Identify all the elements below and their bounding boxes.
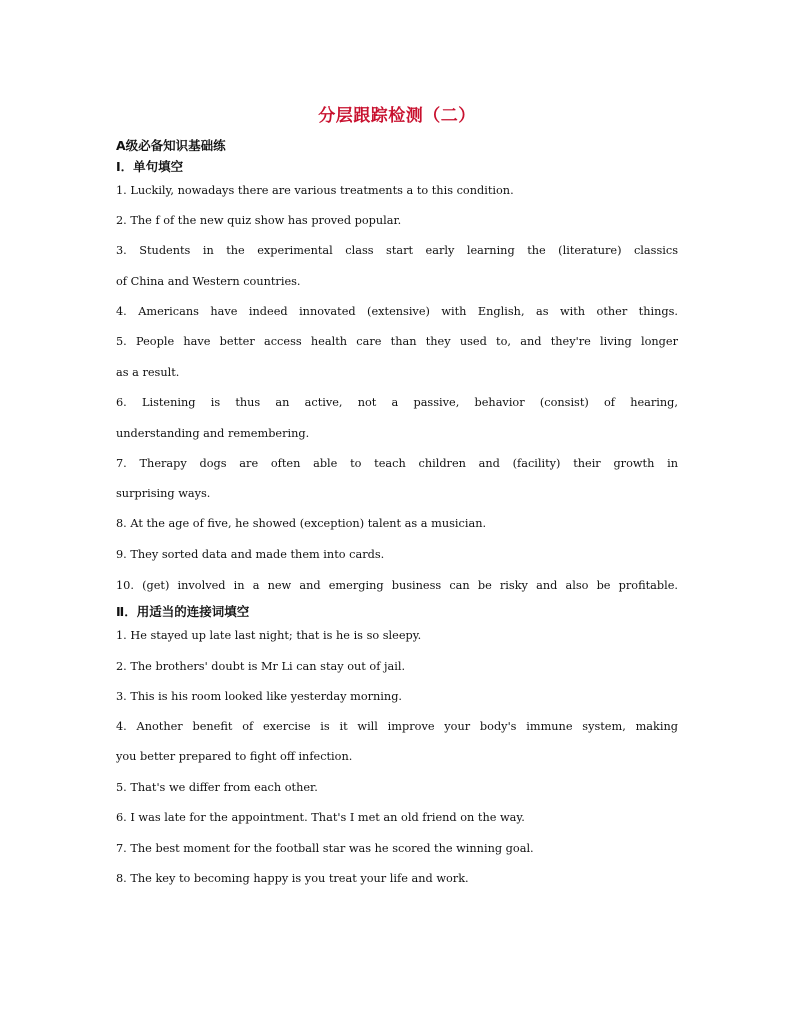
section-heading-conjunctions: Ⅱ．用适当的连接词填空	[116, 604, 250, 619]
exercise-line: of China and Western countries.	[116, 275, 301, 288]
exercise-line: as a result.	[116, 366, 180, 379]
exercise-line: 2. The f of the new quiz show has proved popular.	[116, 214, 402, 227]
exercise-line: 8. At the age of five, he showed (exception) talent as a musician.	[116, 517, 487, 530]
exercise-line: 10. (get) involved in a new and emerging business can be risky and also be profitable.	[116, 579, 678, 592]
exercise-line: 9. They sorted data and made them into cards.	[116, 548, 385, 561]
exercise-line: 3. This is his room looked like yesterday morning.	[116, 690, 403, 703]
exercise-line: 2. The brothers' doubt is Mr Li can stay out of jail.	[116, 660, 406, 673]
exercise-line: 4. Americans have indeed innovated (extensive) with English, as with other things.	[116, 305, 678, 318]
exercise-line: 1. Luckily, nowadays there are various treatments a to this condition.	[116, 184, 514, 197]
exercise-line: 6. I was late for the appointment. That's I met an old friend on the way.	[116, 811, 525, 824]
exercise-line: 5. People have better access health care than they used to, and they're living longer	[116, 335, 678, 348]
exercise-line: 6. Listening is thus an active, not a passive, behavior (consist) of hearing,	[116, 396, 678, 409]
page-title: 分层跟踪检测（二）	[318, 106, 476, 126]
section-heading-fill-in-blanks: Ⅰ．单句填空	[116, 159, 184, 174]
exercise-line: surprising ways.	[116, 487, 211, 500]
exercise-line: 7. The best moment for the football star was he scored the winning goal.	[116, 842, 534, 855]
level-heading: A级必备知识基础练	[116, 138, 226, 153]
exercise-line: you better prepared to fight off infection.	[116, 750, 353, 763]
exercise-line: 1. He stayed up late last night; that is he is so sleepy.	[116, 629, 422, 642]
exercise-line: 4. Another benefit of exercise is it will improve your body's immune system, making	[116, 720, 678, 733]
exercise-line: 7. Therapy dogs are often able to teach children and (facility) their growth in	[116, 457, 678, 470]
exercise-line: 3. Students in the experimental class start early learning the (literature) classics	[116, 244, 678, 257]
exercise-line: 8. The key to becoming happy is you treat your life and work.	[116, 872, 469, 885]
exercise-line: 5. That's we differ from each other.	[116, 781, 318, 794]
exercise-line: understanding and remembering.	[116, 427, 310, 440]
